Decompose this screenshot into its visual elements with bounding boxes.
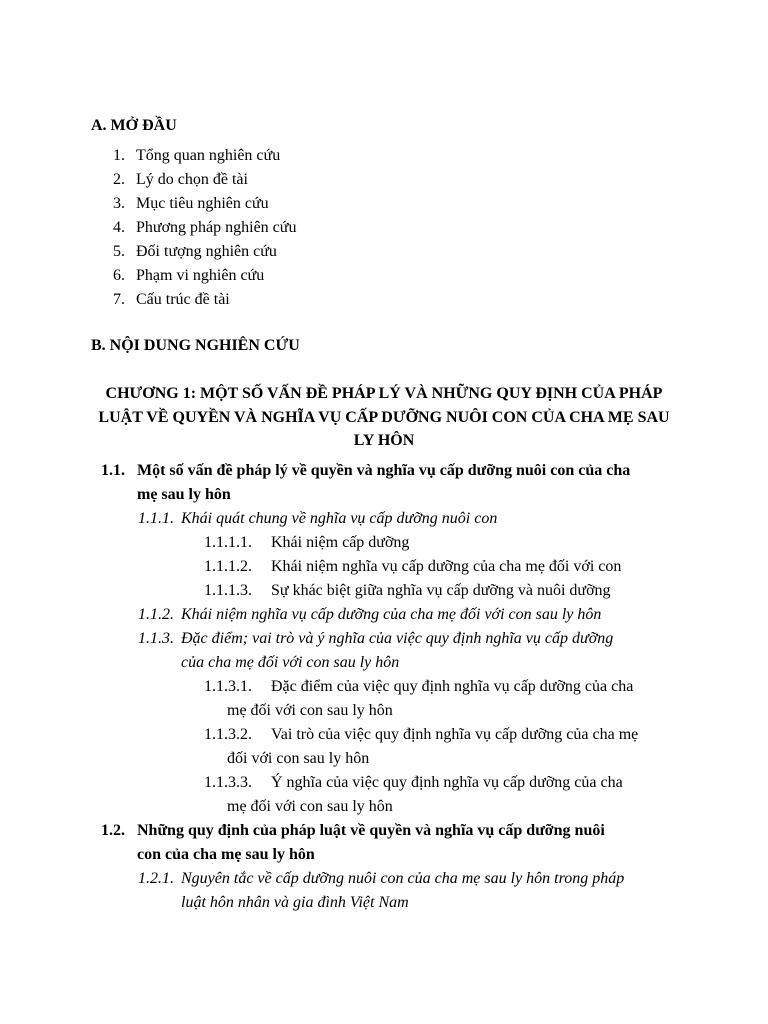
list-item-text: Cấu trúc đề tài	[136, 291, 230, 308]
section-title-line: Những quy định của pháp luật về quyền và nghĩa vụ cấp dưỡng nuôi	[137, 822, 605, 839]
item-text: Khái niệm cấp dưỡng	[271, 534, 410, 551]
list-item-number: 7.	[113, 291, 125, 308]
section-number: 1.2.	[101, 822, 125, 839]
subsection-title: Khái niệm nghĩa vụ cấp dưỡng của cha mẹ đối với con sau ly hôn	[181, 606, 602, 623]
item-text-line: Đặc điểm của việc quy định nghĩa vụ cấp dưỡng của cha	[271, 678, 634, 695]
list-item-number: 2.	[113, 171, 125, 188]
list-item-text: Tổng quan nghiên cứu	[136, 147, 281, 164]
list-item-text: Phương pháp nghiên cứu	[136, 219, 297, 236]
list-item-number: 3.	[113, 195, 125, 212]
item-text: Khái niệm nghĩa vụ cấp dưỡng của cha mẹ đối với con	[271, 558, 622, 575]
item-text-line: mẹ đối với con sau ly hôn	[227, 702, 393, 719]
subsection-title-line: Nguyên tắc về cấp dưỡng nuôi con của cha mẹ sau ly hôn trong pháp	[181, 870, 625, 887]
subsection-number: 1.2.1.	[138, 870, 174, 887]
section-title-line: con của cha mẹ sau ly hôn	[137, 846, 315, 863]
item-number: 1.1.1.1.	[204, 534, 252, 551]
list-item-number: 6.	[113, 267, 125, 284]
item-number: 1.1.1.3.	[204, 582, 252, 599]
list-item-text: Mục tiêu nghiên cứu	[136, 195, 269, 212]
list-item-text: Lý do chọn đề tài	[136, 171, 248, 188]
chapter-title: CHƯƠNG 1: MỘT SỐ VẤN ĐỀ PHÁP LÝ VÀ NHỮNG QUY ĐỊNH CỦA PHÁP LUẬT VỀ QUYỀN VÀ NGHĨA VỤ CẤP DƯỠNG NUÔI CON CỦA CHA MẸ SAU LY HÔN	[98, 385, 670, 449]
subsection-title-line: luật hôn nhân và gia đình Việt Nam	[181, 894, 409, 911]
item-text-line: Vai trò của việc quy định nghĩa vụ cấp dưỡng của cha mẹ	[271, 726, 639, 743]
item-text-line: đối với con sau ly hôn	[227, 750, 370, 767]
item-number: 1.1.3.2.	[204, 726, 252, 743]
item-text: Sự khác biệt giữa nghĩa vụ cấp dưỡng và nuôi dưỡng	[271, 582, 611, 599]
subsection-number: 1.1.1.	[138, 510, 174, 527]
item-text-line: Ý nghĩa của việc quy định nghĩa vụ cấp dưỡng của cha	[271, 774, 623, 791]
list-item-text: Phạm vi nghiên cứu	[136, 267, 265, 284]
subsection-title-line: Đặc điểm; vai trò và ý nghĩa của việc quy định nghĩa vụ cấp dưỡng	[181, 630, 614, 647]
section-a-heading: A. MỞ ĐẦU	[91, 117, 177, 134]
section-title-line: mẹ sau ly hôn	[137, 486, 231, 503]
list-item-text: Đối tượng nghiên cứu	[136, 243, 277, 260]
item-number: 1.1.3.3.	[204, 774, 252, 791]
list-item-number: 4.	[113, 219, 125, 236]
list-item-number: 1.	[113, 147, 125, 164]
subsection-number: 1.1.2.	[138, 606, 174, 623]
item-number: 1.1.3.1.	[204, 678, 252, 695]
item-text-line: mẹ đối với con sau ly hôn	[227, 798, 393, 815]
section-number: 1.1.	[101, 462, 125, 479]
section-b-heading: B. NỘI DUNG NGHIÊN CỨU	[91, 337, 300, 354]
subsection-title-line: của cha mẹ đối với con sau ly hôn	[181, 654, 400, 671]
subsection-number: 1.1.3.	[138, 630, 174, 647]
list-item-number: 5.	[113, 243, 125, 260]
subsection-title: Khái quát chung về nghĩa vụ cấp dưỡng nuôi con	[181, 510, 498, 527]
section-title-line: Một số vấn đề pháp lý về quyền và nghĩa vụ cấp dưỡng nuôi con của cha	[137, 462, 631, 479]
item-number: 1.1.1.2.	[204, 558, 252, 575]
